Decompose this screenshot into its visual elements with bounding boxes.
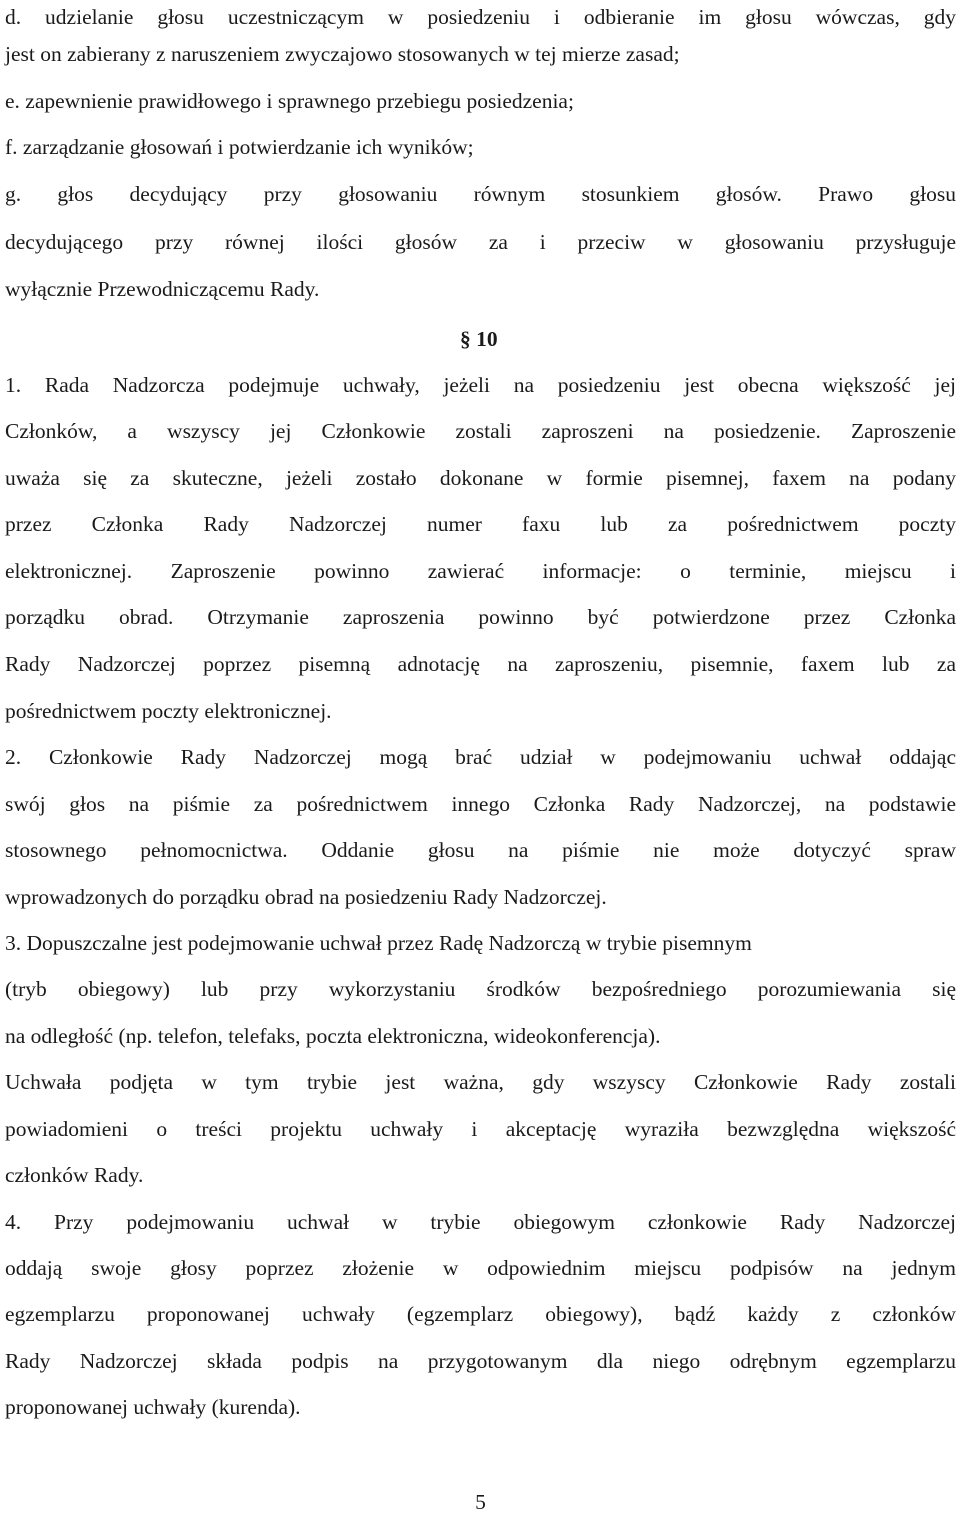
text-line: Uchwała podjęta w tym trybie jest ważna, gdy wszyscy Członkowie Rady zostali (5, 1070, 956, 1094)
text-line: uważa się za skuteczne, jeżeli zostało dokonane w formie pisemnej, faxem na podany (5, 466, 956, 490)
text-line: 3. Dopuszczalne jest podejmowanie uchwał przez Radę Nadzorczą w trybie pisemnym (5, 931, 752, 955)
text-line: e. zapewnienie prawidłowego i sprawnego przebiegu posiedzenia; (5, 89, 574, 113)
text-line: przez Członka Rady Nadzorczej numer faxu lub za pośrednictwem poczty (5, 512, 956, 536)
text-line: wyłącznie Przewodniczącemu Rady. (5, 277, 320, 301)
text-line: proponowanej uchwały (kurenda). (5, 1395, 301, 1419)
text-line: powiadomieni o treści projektu uchwały i akceptację wyraziła bezwzględna większość (5, 1117, 956, 1141)
text-line: decydującego przy równej ilości głosów za i przeciw w głosowaniu przysługuje (5, 230, 956, 254)
text-line: Rady Nadzorczej składa podpis na przygotowanym dla niego odrębnym egzemplarzu (5, 1349, 956, 1373)
text-line: egzemplarzu proponowanej uchwały (egzemplarz obiegowy), bądź każdy z członków (5, 1302, 956, 1326)
text-line: jest on zabierany z naruszeniem zwyczajowo stosowanych w tej mierze zasad; (5, 42, 680, 66)
document-page (5, 0, 956, 1514)
text-line: 4. Przy podejmowaniu uchwał w trybie obiegowym członkowie Rady Nadzorczej (5, 1210, 956, 1234)
text-line: członków Rady. (5, 1163, 144, 1187)
text-line: 1. Rada Nadzorcza podejmuje uchwały, jeżeli na posiedzeniu jest obecna większość jej (5, 373, 956, 397)
text-line: g. głos decydujący przy głosowaniu równym stosunkiem głosów. Prawo głosu (5, 182, 956, 206)
text-line: d. udzielanie głosu uczestniczącym w posiedzeniu i odbieranie im głosu wówczas, gdy (5, 5, 956, 29)
text-line: oddają swoje głosy poprzez złożenie w odpowiednim miejscu podpisów na jednym (5, 1256, 956, 1280)
text-line: Rady Nadzorczej poprzez pisemną adnotację na zaproszeniu, pisemnie, faxem lub za (5, 652, 956, 676)
page-number: 5 (475, 1490, 486, 1514)
text-line: (tryb obiegowy) lub przy wykorzystaniu środków bezpośredniego porozumiewania się (5, 977, 956, 1001)
text-line: porządku obrad. Otrzymanie zaproszenia powinno być potwierdzone przez Członka (5, 605, 956, 629)
text-line: stosownego pełnomocnictwa. Oddanie głosu na piśmie nie może dotyczyć spraw (5, 838, 956, 862)
section-heading: § 10 (460, 327, 498, 351)
text-line: na odległość (np. telefon, telefaks, poczta elektroniczna, wideokonferencja). (5, 1024, 661, 1048)
text-line: Członków, a wszyscy jej Członkowie zostali zaproszeni na posiedzenie. Zaproszenie (5, 419, 956, 443)
text-line: 2. Członkowie Rady Nadzorczej mogą brać udział w podejmowaniu uchwał oddając (5, 745, 956, 769)
text-line: swój głos na piśmie za pośrednictwem innego Członka Rady Nadzorczej, na podstawie (5, 792, 956, 816)
text-line: f. zarządzanie głosowań i potwierdzanie ich wyników; (5, 135, 474, 159)
text-line: pośrednictwem poczty elektronicznej. (5, 699, 332, 723)
text-line: wprowadzonych do porządku obrad na posiedzeniu Rady Nadzorczej. (5, 885, 607, 909)
text-line: elektronicznej. Zaproszenie powinno zawierać informacje: o terminie, miejscu i (5, 559, 956, 583)
